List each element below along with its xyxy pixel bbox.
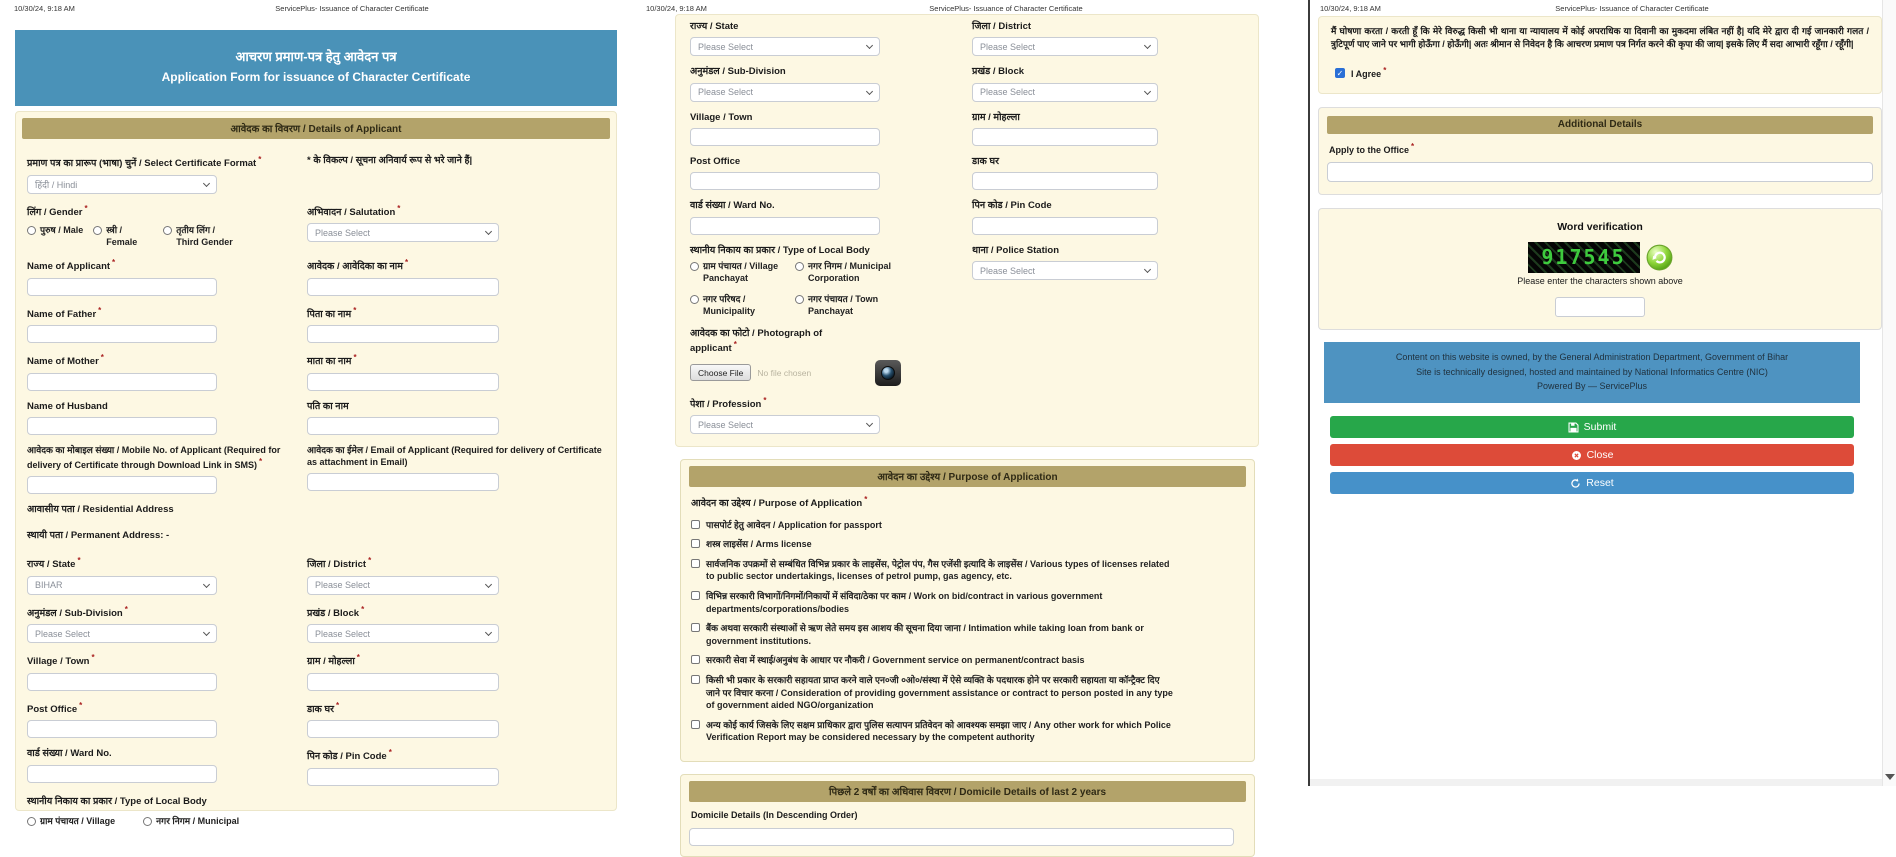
save-icon <box>1568 422 1579 433</box>
perm-district-label: जिला / District * <box>307 556 372 571</box>
perm-subdivision-select[interactable]: Please Select <box>27 624 217 643</box>
i-agree-checkbox[interactable]: ✓ <box>1336 68 1344 78</box>
gender-option-third: तृतीय लिंग / Third Gender <box>163 225 235 248</box>
chevron-down-icon <box>1144 42 1151 49</box>
purpose-of-application-box <box>680 459 1255 762</box>
mother-name-hi-input[interactable] <box>307 373 499 391</box>
police-station-select[interactable]: Please Select <box>972 261 1158 280</box>
state-label: राज्य / State <box>690 21 739 32</box>
applicant-name-en-label: Name of Applicant * <box>27 258 116 273</box>
profession-select[interactable]: Please Select <box>690 415 880 434</box>
declaration-text: मैं घोषणा करता / करती हूँ कि मेरे विरुद्ध किसी भी थाना या न्यायालय में कोई अपराधिक या दिवानी का मुकदमा लंबित नहीं है| यदि मेरे द्वारा दी गई जानकारी गलत / त्रुटिपूर्ण पाए जाने पर भागी होऊँगा / होऊँगी| अतः श्रीमान से निवेदन है कि आचरण प्रमाण पत्र निर्गत करने की कृपा की जाय| इसके लिए मैं सदा आभारी रहूँगा / रहूँगी| <box>1331 26 1869 50</box>
ward-input[interactable] <box>690 217 880 235</box>
purpose-label: आवेदन का उद्देश्य / Purpose of Application * <box>691 495 868 510</box>
purpose-item-arms: शस्त्र लाइसेंस / Arms license <box>691 538 1242 551</box>
perm-block-label: प्रखंड / Block * <box>307 604 365 619</box>
declaration-panel <box>1318 16 1882 94</box>
subdivision-label: अनुमंडल / Sub-Division <box>690 66 786 78</box>
mohalla-input[interactable] <box>972 128 1158 146</box>
purpose-other-checkbox[interactable] <box>691 720 700 729</box>
father-name-hi-label: पिता का नाम * <box>307 305 357 321</box>
chevron-down-icon <box>203 629 210 636</box>
husband-name-hi-input[interactable] <box>307 417 499 435</box>
chevron-down-icon <box>203 581 210 588</box>
post-office-label: Post Office <box>690 156 741 168</box>
gender-male-radio[interactable] <box>27 226 36 235</box>
purpose-govt-service-checkbox[interactable] <box>691 655 700 664</box>
village-label: Village / Town <box>690 111 753 123</box>
close-button[interactable]: Close <box>1330 444 1854 466</box>
i-agree-label: I Agree * <box>1351 66 1387 80</box>
lb-municipality-radio[interactable] <box>690 295 699 304</box>
additional-details-box <box>1318 107 1882 195</box>
form-title-hindi: आचरण प्रमाण-पत्र हेतु आवेदन पत्र <box>235 49 397 64</box>
chevron-down-icon <box>485 581 492 588</box>
mobile-label: आवेदक का मोबाइल संख्या / Mobile No. of Applicant (Required for delivery of Certificate through Download Link in SMS) * <box>27 445 281 470</box>
submit-button[interactable]: Submit <box>1330 416 1854 438</box>
mother-name-en-label: Name of Mother * <box>27 353 104 368</box>
footer-line-2: Site is technically designed, hosted and maintained by National Informatics Centre (NIC) <box>1416 366 1768 377</box>
lb-town-panchayat: नगर पंचायत / Town Panchayat <box>795 294 925 317</box>
lb-village-panchayat: ग्राम पंचायत / Village Panchayat <box>690 261 795 284</box>
dak-ghar-input[interactable] <box>972 172 1158 190</box>
perm-village-label: Village / Town * <box>27 653 95 668</box>
certificate-format-label: प्रमाण पत्र का प्रारूप (भाषा) चुनें / Select Certificate Format * <box>27 155 262 170</box>
section-header-purpose: आवेदन का उद्देश्य / Purpose of Application <box>689 466 1246 487</box>
apply-office-label: Apply to the Office * <box>1329 142 1415 156</box>
page-1 <box>0 0 632 827</box>
perm-post-office-input[interactable] <box>27 720 217 738</box>
purpose-item-govt-service: सरकारी सेवा में स्थाई/अनुबंध के आधार पर नौकरी / Government service on permanent/contract basis <box>691 654 1242 667</box>
perm-subdivision-label: अनुमंडल / Sub-Division * <box>27 604 128 619</box>
chevron-down-icon <box>485 629 492 636</box>
form-title-banner <box>15 30 617 106</box>
word-verification-title: Word verification <box>1557 220 1643 233</box>
apply-office-input[interactable] <box>1327 162 1873 182</box>
chevron-down-icon <box>1144 88 1151 95</box>
page-3 <box>1310 0 1882 786</box>
word-verification-box <box>1318 208 1882 330</box>
print-doc-title: ServicePlus- Issuance of Character Certificate <box>1555 4 1709 13</box>
applicant-name-en-input[interactable] <box>27 278 217 296</box>
post-office-input[interactable] <box>690 172 880 190</box>
form-title-english: Application Form for issuance of Character Certificate <box>161 70 471 84</box>
purpose-item-passport: पासपोर्ट हेतु आवेदन / Application for passport <box>691 519 1242 532</box>
father-name-en-label: Name of Father * <box>27 305 102 321</box>
agree-row <box>1335 66 1869 79</box>
lb-municipal-corporation: नगर निगम / Municipal Corporation <box>795 261 925 284</box>
captcha-input[interactable] <box>1555 297 1645 317</box>
purpose-item-licenses: सार्वजनिक उपक्रमों से सम्बंधित विभिन्न प्रकार के लाइसेंस, पेट्रोल पंप, गैस एजेंसी इत्यादि के लाइसेंस / Various types of licenses related to public sector undertakings, licenses of petrol pump, gas agency, etc. <box>691 558 1242 583</box>
subdivision-select[interactable]: Please Select <box>690 83 880 102</box>
section-header-applicant-details: आवेदक का विवरण / Details of Applicant <box>22 118 610 139</box>
horizontal-scrollbar-track[interactable] <box>1310 779 1882 786</box>
perm-mohalla-label: ग्राम / मोहल्ला * <box>307 653 360 668</box>
lb-municipality: नगर परिषद / Municipality <box>690 294 795 317</box>
chevron-down-icon <box>485 228 492 235</box>
print-datetime: 10/30/24, 9:18 AM <box>14 4 75 13</box>
purpose-passport-checkbox[interactable] <box>691 520 700 529</box>
photo-label: आवेदक का फोटो / Photograph of applicant * <box>690 327 823 355</box>
page-divider-line <box>1308 0 1310 786</box>
purpose-ngo-checkbox[interactable] <box>691 675 700 684</box>
perm-block-select[interactable]: Please Select <box>307 624 499 643</box>
mother-name-en-input[interactable] <box>27 373 217 391</box>
gender-third-radio[interactable] <box>163 226 172 235</box>
husband-name-en-input[interactable] <box>27 417 217 435</box>
choose-file-button[interactable]: Choose File <box>690 364 751 381</box>
camera-lens-icon <box>881 366 895 380</box>
email-input[interactable] <box>307 473 499 491</box>
perm-local-body-label: स्थानीय निकाय का प्रकार / Type of Local Body <box>27 795 207 807</box>
father-name-hi-input[interactable] <box>307 325 499 343</box>
salutation-label: अभिवादन / Salutation * <box>307 203 401 218</box>
footer-attribution <box>1324 342 1860 404</box>
domicile-details-box <box>680 774 1255 857</box>
applicant-name-hi-input[interactable] <box>307 278 499 296</box>
perm-post-office-label: Post Office * <box>27 700 83 715</box>
perm-village-input[interactable] <box>27 673 217 691</box>
purpose-arms-checkbox[interactable] <box>691 539 700 548</box>
husband-name-hi-label: पति का नाम <box>307 400 349 412</box>
mohalla-label: ग्राम / मोहल्ला <box>972 111 1020 123</box>
footer-line-3: Powered By — ServicePlus <box>1536 381 1648 392</box>
block-label: प्रखंड / Block <box>972 66 1025 78</box>
perm-pin-label: पिन कोड / Pin Code * <box>307 748 392 763</box>
applicant-details-panel <box>15 111 617 827</box>
chevron-down-icon <box>866 42 873 49</box>
pin-label: पिन कोड / Pin Code <box>972 200 1052 212</box>
village-input[interactable] <box>690 128 880 146</box>
lb-town-panchayat-radio[interactable] <box>795 295 804 304</box>
close-icon <box>1571 450 1582 461</box>
chevron-down-icon <box>866 88 873 95</box>
perm-ward-input[interactable] <box>27 765 217 783</box>
lb-village-panchayat-radio[interactable] <box>690 262 699 271</box>
perm-dak-ghar-input[interactable] <box>307 720 499 738</box>
present-address-panel <box>675 14 1259 447</box>
certificate-format-select[interactable]: हिंदी / Hindi <box>27 175 217 194</box>
purpose-licenses-checkbox[interactable] <box>691 559 700 568</box>
print-datetime: 10/30/24, 9:18 AM <box>646 4 707 13</box>
scroll-down-arrow-icon[interactable] <box>1885 774 1895 780</box>
profession-label: पेशा / Profession * <box>690 395 767 410</box>
ward-label: वार्ड संख्या / Ward No. <box>690 200 775 212</box>
pin-input[interactable] <box>972 217 1158 235</box>
block-select[interactable]: Please Select <box>972 83 1158 102</box>
print-datetime: 10/30/24, 9:18 AM <box>1320 4 1381 13</box>
perm-lb-municipal-radio[interactable] <box>143 817 152 826</box>
gender-option-male: पुरुष / Male <box>27 225 83 248</box>
captcha-image: 917545 <box>1528 242 1640 273</box>
perm-ward-label: वार्ड संख्या / Ward No. <box>27 748 112 760</box>
perm-local-body-municipal: नगर निगम / Municipal <box>143 816 239 828</box>
print-doc-title: ServicePlus- Issuance of Character Certificate <box>929 4 1083 13</box>
purpose-contract-checkbox[interactable] <box>691 591 700 600</box>
no-file-chosen-text: No file chosen <box>757 367 812 378</box>
lb-municipal-corporation-radio[interactable] <box>795 262 804 271</box>
purpose-item-ngo: किसी भी प्रकार के सरकारी सहायता प्राप्त करने वाले एन०जी ०ओ०/संस्था में ऐसे व्यक्ति के पदधारक होने पर सरकारी सहायता या कॉन्ट्रैक्ट दिए जाने पर विचार करना / Consideration of providing government assistance or contract to person posted in any type of government aided NGO/organization <box>691 674 1242 712</box>
purpose-loan-checkbox[interactable] <box>691 623 700 632</box>
page-2 <box>632 0 1308 820</box>
reset-button[interactable]: Reset <box>1330 472 1854 494</box>
captcha-refresh-icon[interactable] <box>1646 244 1673 271</box>
purpose-item-contract-work: विभिन्न सरकारी विभागों/निगमों/निकायों में संविदा/ठेका पर काम / Work on bid/contract in various government departments/corporations/bodies <box>691 590 1242 615</box>
domicile-subtitle: Domicile Details (In Descending Order) <box>691 809 858 820</box>
dak-ghar-label: डाक घर <box>972 156 999 168</box>
district-label: जिला / District <box>972 21 1032 32</box>
perm-dak-ghar-label: डाक घर * <box>307 700 340 715</box>
perm-lb-village-radio[interactable] <box>27 817 36 826</box>
perm-state-select[interactable]: BIHAR <box>27 576 217 595</box>
email-label: आवेदक का ईमेल / Email of Applicant (Required for delivery of Certificate as attachment in Email) <box>307 445 602 467</box>
chevron-down-icon <box>203 179 210 186</box>
father-name-en-input[interactable] <box>27 325 217 343</box>
local-body-label: स्थानीय निकाय का प्रकार / Type of Local Body <box>690 244 870 256</box>
refresh-icon <box>1570 478 1581 489</box>
perm-pin-input[interactable] <box>307 768 499 786</box>
salutation-select[interactable]: Please Select <box>307 223 499 242</box>
page-header-meta <box>1310 0 1882 14</box>
perm-mohalla-input[interactable] <box>307 673 499 691</box>
domicile-input[interactable] <box>689 828 1234 846</box>
chevron-down-icon <box>866 420 873 427</box>
mother-name-hi-label: माता का नाम * <box>307 353 357 368</box>
purpose-item-other: अन्य कोई कार्य जिसके लिए सक्षम प्राधिकार द्वारा पुलिस सत्यापन प्रतिवेदन को आवश्यक समझा जाए / Any other work for which Police Verification Report may be considered necessary by the competent authority <box>691 719 1242 744</box>
perm-state-label: राज्य / State * <box>27 556 81 571</box>
permanent-address-label: स्थायी पता / Permanent Address: - <box>27 529 170 541</box>
mobile-input[interactable] <box>27 476 217 494</box>
page-header-meta <box>0 0 632 14</box>
perm-district-select[interactable]: Please Select <box>307 576 499 595</box>
husband-name-en-label: Name of Husband <box>27 400 108 412</box>
camera-icon[interactable] <box>875 360 901 386</box>
purpose-item-loan: बैंक अथवा सरकारी संस्थाओं से ऋण लेते समय इस आशय की सूचना दिया जाना / Intimation while taking loan from bank or government institutions. <box>691 622 1242 647</box>
page-header-meta <box>632 0 1308 14</box>
captcha-hint: Please enter the characters shown above <box>1517 275 1683 286</box>
print-doc-title: ServicePlus- Issuance of Character Certificate <box>275 4 429 13</box>
gender-label: लिंग / Gender * <box>27 203 88 218</box>
mandatory-fields-note: * के विकल्प / सूचना अनिवार्य रूप से भरे जाने हैं| <box>307 155 473 166</box>
section-header-additional: Additional Details <box>1327 116 1873 134</box>
applicant-name-hi-label: आवेदक / आवेदिका का नाम * <box>307 258 409 273</box>
section-header-domicile: पिछले 2 वर्षों का अधिवास विवरण / Domicile Details of last 2 years <box>689 781 1246 802</box>
gender-female-radio[interactable] <box>93 226 102 235</box>
district-select[interactable]: Please Select <box>972 37 1158 56</box>
residential-address-label: आवासीय पता / Residential Address <box>27 503 174 515</box>
vertical-scrollbar[interactable] <box>1882 0 1896 786</box>
gender-option-female: स्त्री / Female <box>93 225 139 248</box>
state-select[interactable]: Please Select <box>690 37 880 56</box>
perm-local-body-village: ग्राम पंचायत / Village <box>27 816 115 828</box>
chevron-down-icon <box>1144 266 1151 273</box>
police-station-label: थाना / Police Station <box>972 244 1059 256</box>
footer-line-1: Content on this website is owned, by the General Administration Department, Government of Bihar <box>1395 351 1789 362</box>
